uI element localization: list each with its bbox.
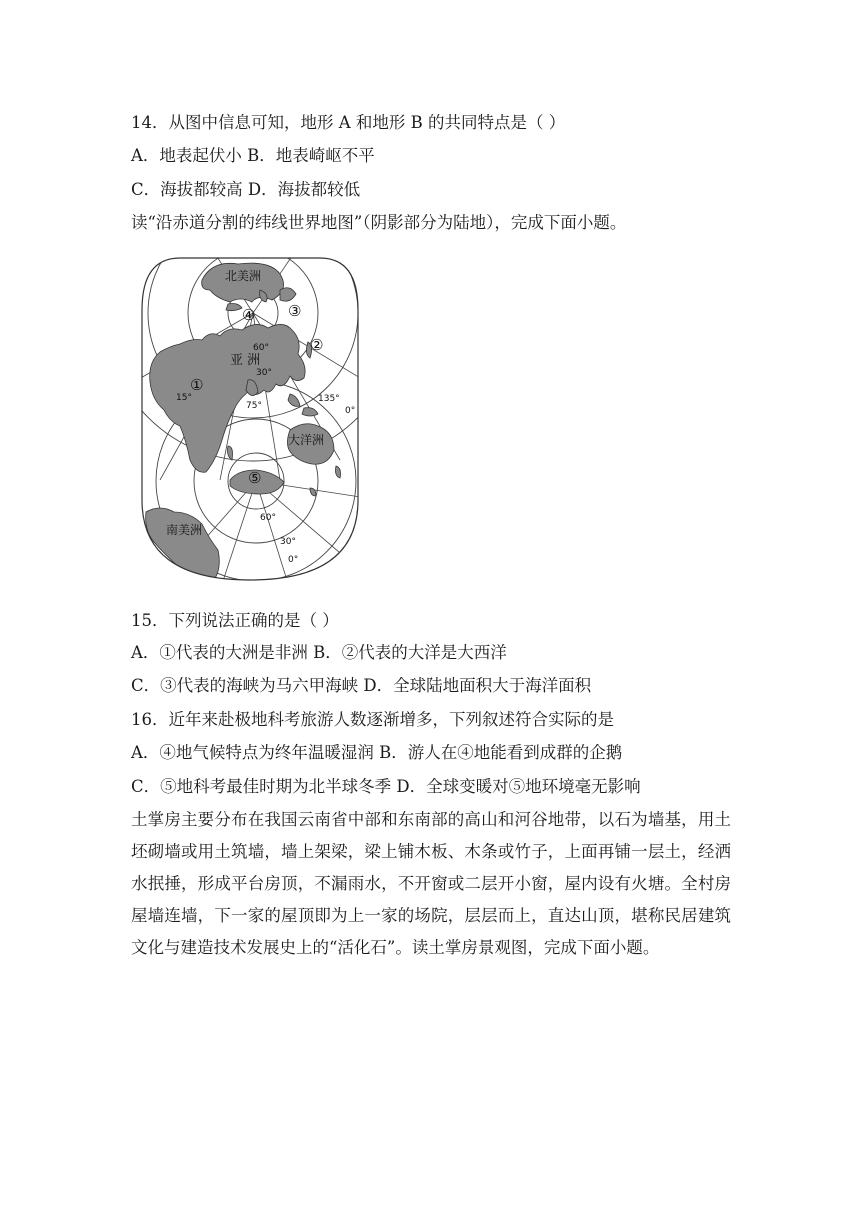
label-equator-right: 0° bbox=[345, 406, 356, 416]
q16-options-cd: C．⑤地科考最佳时期为北半球冬季 D．全球变暖对⑤地环境毫无影响 bbox=[131, 777, 641, 796]
passage-tuzhangfang: 土掌房主要分布在我国云南省中部和东南部的高山和河谷地带，以石为墙基，用土坯砌墙或用土筑墙，墙上架梁，梁上铺木板、木条或竹子，上面再铺一层土，经洒水抿捶，形成平台房顶，不漏雨水，不开窗或二层开小窗，屋内设有火塘。全村房屋墙连墙，下一家的屋顶即为上一家的场院，层层而上，直达山顶，堪称民居建筑文化与建造技术发展史上的“活化石”。读土掌房景观图，完成下面小题。 bbox=[131, 810, 731, 957]
label-lon-75: 75° bbox=[246, 401, 262, 411]
q16-options-ab: A．④地气候特点为终年温暖湿润 B．游人在④地能看到成群的企鹅 bbox=[131, 743, 623, 762]
world-map-figure bbox=[140, 250, 360, 585]
marker-5: ⑤ bbox=[248, 469, 262, 487]
label-lat-60-south: 60° bbox=[260, 513, 276, 523]
q14-stem: 14．从图中信息可知，地形 A 和地形 B 的共同特点是（ ） bbox=[131, 113, 566, 132]
label-lon-135: 135° bbox=[318, 394, 340, 404]
label-lon-15: 15° bbox=[176, 393, 192, 403]
q15-options-ab: A．①代表的大洲是非洲 B．②代表的大洋是大西洋 bbox=[131, 643, 507, 662]
marker-4: ④ bbox=[242, 306, 256, 324]
label-south-america: 南美洲 bbox=[166, 523, 203, 537]
marker-3: ③ bbox=[288, 302, 302, 320]
marker-1: ① bbox=[190, 376, 204, 394]
marker-2: ② bbox=[310, 336, 324, 354]
label-lat-30-south: 30° bbox=[280, 537, 296, 547]
q15-options-cd: C．③代表的海峡为马六甲海峡 D．全球陆地面积大于海洋面积 bbox=[131, 676, 592, 695]
label-lat-30-north: 30° bbox=[256, 368, 272, 378]
label-north-america: 北美洲 bbox=[225, 269, 262, 283]
label-oceania: 大洋洲 bbox=[288, 433, 325, 447]
q14-options-ab: A．地表起伏小 B．地表崎岖不平 bbox=[131, 146, 375, 165]
map-intro: 读“沿赤道分割的纬线世界地图”（阴影部分为陆地），完成下面小题。 bbox=[131, 213, 627, 232]
label-equator-bottom: 0° bbox=[288, 555, 299, 565]
q16-stem: 16．近年来赴极地科考旅游人数逐渐增多，下列叙述符合实际的是 bbox=[131, 710, 614, 729]
south-america-shape bbox=[146, 508, 220, 580]
label-asia: 亚 洲 bbox=[230, 353, 261, 368]
label-lat-60-north: 60° bbox=[253, 343, 269, 353]
q15-stem: 15．下列说法正确的是（ ） bbox=[131, 611, 339, 630]
q14-options-cd: C．海拔都较高 D．海拔都较低 bbox=[131, 180, 361, 199]
